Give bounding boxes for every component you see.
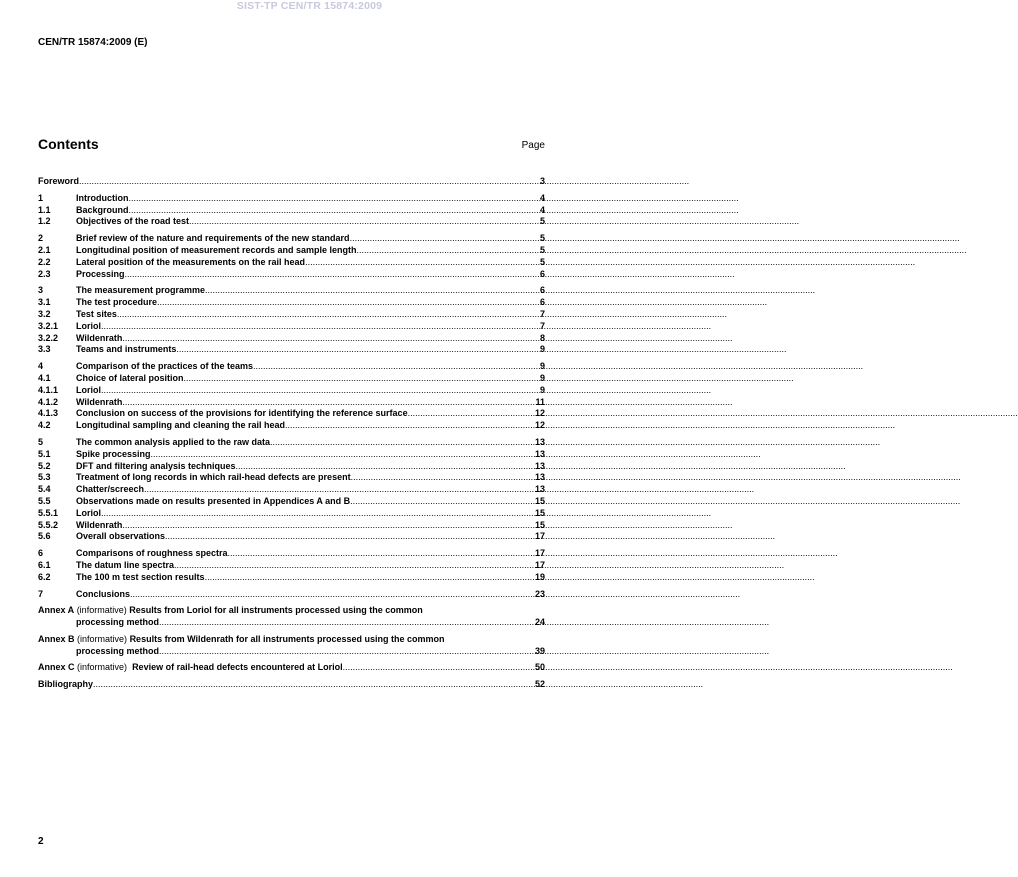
toc-entry-page: 3 bbox=[539, 176, 545, 186]
toc-entry-title: Processing bbox=[76, 268, 125, 279]
dot-leader bbox=[93, 679, 535, 691]
toc-entry[interactable] bbox=[38, 397, 545, 409]
toc-entry[interactable] bbox=[38, 437, 545, 449]
toc-section-group bbox=[38, 285, 545, 356]
toc-entry[interactable] bbox=[38, 589, 545, 601]
dot-leader bbox=[101, 385, 540, 397]
dot-leader bbox=[205, 285, 540, 297]
toc-entry-number: 5.5 bbox=[38, 495, 51, 506]
toc-entry-title: Loriol bbox=[76, 384, 101, 395]
toc-entry-number: 2.1 bbox=[38, 244, 51, 255]
toc-entry[interactable] bbox=[38, 257, 545, 269]
toc-entry-title: Longitudinal position of measurement records and sample length bbox=[76, 244, 357, 255]
toc-entry-title: Observations made on results presented in Appendices A and B bbox=[76, 495, 351, 506]
dot-leader bbox=[351, 472, 535, 484]
toc-entry[interactable] bbox=[38, 205, 545, 217]
toc-entry-page: 9 bbox=[539, 372, 545, 383]
bibliography-page: 52 bbox=[534, 679, 545, 690]
dot-leader bbox=[157, 297, 540, 309]
toc-section-group bbox=[38, 589, 545, 601]
document-id: CEN/TR 15874:2009 (E) bbox=[38, 37, 148, 48]
toc-entry[interactable] bbox=[38, 245, 545, 257]
toc-entry-page: 9 bbox=[539, 384, 545, 395]
annex-title-line1: Results from Wildenrath for all instruments processed using the common bbox=[129, 633, 445, 644]
toc-entry-title: Introduction bbox=[76, 192, 129, 203]
dot-leader bbox=[228, 548, 535, 560]
toc-entry[interactable] bbox=[38, 461, 545, 473]
toc-entry-number: 5.4 bbox=[38, 484, 51, 495]
toc-entry-title: Overall observations bbox=[76, 531, 166, 542]
toc-entry-page: 13 bbox=[534, 460, 545, 471]
toc-entry-number: 5 bbox=[38, 436, 44, 447]
toc-entry[interactable] bbox=[38, 373, 545, 385]
toc-entry-title: Wildenrath bbox=[76, 396, 123, 407]
toc-entry[interactable] bbox=[38, 385, 545, 397]
toc-entry-title: Loriol bbox=[76, 507, 101, 518]
toc-entry[interactable] bbox=[38, 408, 545, 420]
toc-entry-number: 6.2 bbox=[38, 571, 51, 582]
toc-entry-number: 7 bbox=[38, 588, 44, 599]
dot-leader bbox=[129, 205, 540, 217]
toc-entry-number: 5.3 bbox=[38, 472, 51, 483]
toc-annex-entry[interactable] bbox=[38, 634, 545, 658]
toc-entry-number: 4.1 bbox=[38, 372, 51, 383]
toc-section-group bbox=[38, 176, 545, 188]
toc-entry-page: 5 bbox=[539, 216, 545, 227]
annex-page: 24 bbox=[534, 617, 545, 628]
toc-entry-page: 4 bbox=[539, 204, 545, 215]
toc-entry-number: 5.1 bbox=[38, 448, 51, 459]
toc-entry-page: 19 bbox=[534, 571, 545, 582]
dot-leader bbox=[101, 508, 535, 520]
dot-leader bbox=[350, 496, 535, 508]
toc-entry-page: 5 bbox=[539, 244, 545, 255]
toc-entry-number: 4.1.3 bbox=[38, 408, 59, 419]
toc-entry-number: 6 bbox=[38, 548, 44, 559]
toc-entry-title: Conclusions bbox=[76, 588, 131, 599]
toc-entry-number: 4 bbox=[38, 361, 44, 372]
dot-leader bbox=[117, 309, 540, 321]
toc-entry-title: Spike processing bbox=[76, 448, 151, 459]
toc-entry[interactable] bbox=[38, 520, 545, 532]
toc-entry[interactable] bbox=[38, 269, 545, 281]
annex-type: (informative) bbox=[77, 633, 128, 644]
dot-leader bbox=[159, 617, 535, 629]
toc-entry[interactable] bbox=[38, 548, 545, 560]
toc-entry-page: 6 bbox=[539, 297, 545, 308]
bibliography-title: Bibliography bbox=[38, 679, 94, 690]
toc-entry-title: Choice of lateral position bbox=[76, 372, 184, 383]
toc-entry[interactable] bbox=[38, 309, 545, 321]
dot-leader bbox=[285, 420, 535, 432]
toc-entry-number: 4.1.2 bbox=[38, 396, 59, 407]
dot-leader bbox=[174, 560, 535, 572]
toc-entry-title: Loriol bbox=[76, 320, 101, 331]
dot-leader bbox=[350, 233, 540, 245]
toc-section-group bbox=[38, 193, 545, 228]
toc-entry-page: 5 bbox=[539, 233, 545, 244]
toc-entry-number: 3.2 bbox=[38, 308, 51, 319]
dot-leader bbox=[305, 257, 540, 269]
dot-leader bbox=[122, 397, 535, 409]
dot-leader bbox=[122, 333, 540, 345]
contents-title: Contents bbox=[38, 136, 99, 152]
toc-entry-page: 7 bbox=[539, 320, 545, 331]
toc-annex-entry[interactable] bbox=[38, 605, 545, 629]
dot-leader bbox=[130, 589, 535, 601]
toc-entry-page: 13 bbox=[534, 484, 545, 495]
toc-entry[interactable] bbox=[38, 285, 545, 297]
toc-entry-title: Test sites bbox=[76, 308, 117, 319]
toc-entry-title: The measurement programme bbox=[76, 285, 206, 296]
toc-entry-page: 9 bbox=[539, 361, 545, 372]
dot-leader bbox=[159, 646, 535, 658]
page-number: 2 bbox=[38, 836, 44, 847]
annex-label: Annex A bbox=[38, 605, 75, 616]
dot-leader bbox=[357, 245, 540, 257]
toc-entry-title: The common analysis applied to the raw data bbox=[76, 436, 271, 447]
toc-entry-title: Brief review of the nature and requirements of the new standard bbox=[76, 233, 350, 244]
toc-entry-page: 8 bbox=[539, 332, 545, 343]
toc-entry-title: Comparison of the practices of the teams bbox=[76, 361, 254, 372]
dot-leader bbox=[189, 216, 540, 228]
toc-entry-page: 15 bbox=[534, 519, 545, 530]
annex-label: Annex B bbox=[38, 633, 75, 644]
toc-entry[interactable] bbox=[38, 560, 545, 572]
toc-entry[interactable] bbox=[38, 233, 545, 245]
toc-entry-number: 4.2 bbox=[38, 420, 51, 431]
dot-leader bbox=[125, 269, 540, 281]
annex-c-row bbox=[38, 662, 545, 674]
toc-entry-page: 11 bbox=[535, 396, 545, 407]
toc-entry-page: 12 bbox=[534, 408, 545, 419]
toc-section-group bbox=[38, 233, 545, 280]
toc-entry[interactable] bbox=[38, 344, 545, 356]
toc-entry-title: Wildenrath bbox=[76, 332, 123, 343]
toc-entry-number: 2.2 bbox=[38, 256, 51, 267]
toc-entry[interactable] bbox=[38, 193, 545, 205]
dot-leader bbox=[176, 344, 540, 356]
toc-entry[interactable] bbox=[38, 420, 545, 432]
dot-leader bbox=[165, 531, 535, 543]
toc-entry[interactable] bbox=[38, 321, 545, 333]
toc-entry-title: Objectives of the road test bbox=[76, 216, 190, 227]
annex-heading-line bbox=[38, 634, 545, 646]
toc-entry-title: Conclusion on success of the provisions for identifying the reference surface bbox=[76, 408, 408, 419]
dot-leader bbox=[144, 484, 535, 496]
table-of-contents bbox=[38, 176, 545, 696]
annex-continuation-line bbox=[38, 617, 545, 629]
annex-page: 39 bbox=[534, 645, 545, 656]
dot-leader bbox=[343, 662, 535, 674]
toc-section-group bbox=[38, 437, 545, 543]
annex-title-line2: processing method bbox=[76, 645, 160, 656]
annex-type-wrap bbox=[75, 662, 133, 674]
page-column-label: Page bbox=[521, 140, 545, 151]
dot-leader bbox=[129, 193, 540, 205]
dot-leader bbox=[253, 361, 540, 373]
toc-entry-number: 6.1 bbox=[38, 559, 51, 570]
toc-entry-page: 12 bbox=[534, 420, 545, 431]
toc-entry[interactable] bbox=[38, 572, 545, 584]
toc-section-group bbox=[38, 548, 545, 583]
toc-entry-number: 2 bbox=[38, 233, 44, 244]
annex-title-line2: processing method bbox=[76, 617, 160, 628]
annex-title-line1: Results from Loriol for all instruments processed using the common bbox=[129, 605, 423, 616]
watermark: SIST-TP CEN/TR 15874:2009 bbox=[236, 0, 383, 12]
dot-leader bbox=[408, 408, 535, 420]
toc-entry-page: 15 bbox=[534, 495, 545, 506]
toc-entry-page: 9 bbox=[539, 344, 545, 355]
toc-entry[interactable] bbox=[38, 508, 545, 520]
dot-leader bbox=[236, 461, 535, 473]
toc-entry-page: 6 bbox=[539, 268, 545, 279]
toc-entry-title: Wildenrath bbox=[76, 519, 123, 530]
toc-entry[interactable] bbox=[38, 484, 545, 496]
toc-entry-number: 5.5.2 bbox=[38, 519, 59, 530]
annex-type: (informative) bbox=[76, 605, 127, 616]
toc-entry-title: DFT and filtering analysis techniques bbox=[76, 460, 236, 471]
toc-entry-number: 1 bbox=[38, 192, 44, 203]
toc-entry-title: Longitudinal sampling and cleaning the rail head bbox=[76, 420, 286, 431]
toc-entry-page: 17 bbox=[534, 559, 545, 570]
bibliography-row bbox=[38, 679, 545, 691]
toc-entry[interactable] bbox=[38, 333, 545, 345]
toc-entry-title: The test procedure bbox=[76, 297, 158, 308]
toc-entry-title: The datum line spectra bbox=[76, 559, 175, 570]
toc-bibliography-entry[interactable] bbox=[38, 679, 545, 691]
toc-entry[interactable] bbox=[38, 472, 545, 484]
toc-entry[interactable] bbox=[38, 297, 545, 309]
toc-annex-entry[interactable] bbox=[38, 662, 545, 674]
toc-entry-page: 4 bbox=[539, 192, 545, 203]
annex-heading-line bbox=[38, 605, 545, 617]
toc-entry[interactable] bbox=[38, 216, 545, 228]
toc-entry[interactable] bbox=[38, 496, 545, 508]
toc-entry-page: 7 bbox=[539, 308, 545, 319]
toc-entry-page: 15 bbox=[534, 507, 545, 518]
toc-entry-number: 2.3 bbox=[38, 268, 51, 279]
toc-entry-page: 6 bbox=[539, 285, 545, 296]
toc-entry-number: 5.5.1 bbox=[38, 507, 59, 518]
dot-leader bbox=[79, 176, 540, 188]
dot-leader bbox=[151, 449, 535, 461]
toc-entry[interactable] bbox=[38, 361, 545, 373]
annex-title: Review of rail-head defects encountered at Loriol bbox=[132, 662, 343, 673]
toc-entry-number: 3.1 bbox=[38, 297, 51, 308]
dot-leader bbox=[184, 373, 540, 385]
dot-leader bbox=[122, 520, 535, 532]
toc-section-group bbox=[38, 361, 545, 432]
annex-type: (informative) bbox=[77, 662, 128, 673]
toc-entry-number: 3.2.1 bbox=[38, 320, 59, 331]
toc-entry[interactable] bbox=[38, 531, 545, 543]
toc-entry-page: 5 bbox=[539, 256, 545, 267]
toc-entry-page: 13 bbox=[534, 472, 545, 483]
annex-label: Annex C bbox=[38, 662, 75, 673]
toc-entry-title: The 100 m test section results bbox=[76, 571, 205, 582]
annex-page: 50 bbox=[534, 662, 545, 673]
dot-leader bbox=[101, 321, 540, 333]
toc-entry-title: Chatter/screech bbox=[76, 484, 145, 495]
toc-entry-title: Teams and instruments bbox=[76, 344, 177, 355]
toc-entry-page: 13 bbox=[534, 436, 545, 447]
toc-entry-title: Lateral position of the measurements on the rail head bbox=[76, 256, 306, 267]
toc-entry-page: 23 bbox=[534, 588, 545, 599]
toc-entry-number: 5.2 bbox=[38, 460, 51, 471]
toc-entry-number: 3 bbox=[38, 285, 44, 296]
toc-entry-number: 4.1.1 bbox=[38, 384, 59, 395]
toc-entry[interactable] bbox=[38, 449, 545, 461]
dot-leader bbox=[205, 572, 535, 584]
toc-entry-page: 17 bbox=[534, 531, 545, 542]
toc-entry-page: 13 bbox=[534, 448, 545, 459]
toc-entry-title: Background bbox=[76, 204, 129, 215]
annex-continuation-line bbox=[38, 646, 545, 658]
toc-entry[interactable] bbox=[38, 176, 545, 188]
toc-entry-number: 3.2.2 bbox=[38, 332, 59, 343]
toc-entry-title: Comparisons of roughness spectra bbox=[76, 548, 228, 559]
dot-leader bbox=[270, 437, 535, 449]
toc-entry-title: Treatment of long records in which rail-head defects are present bbox=[76, 472, 351, 483]
toc-entry-page: 17 bbox=[534, 548, 545, 559]
toc-entry-title: Foreword bbox=[38, 176, 80, 186]
toc-entry-number: 1.1 bbox=[38, 204, 51, 215]
toc-entry-number: 1.2 bbox=[38, 216, 51, 227]
toc-entry-number: 3.3 bbox=[38, 344, 51, 355]
toc-entry-number: 5.6 bbox=[38, 531, 51, 542]
